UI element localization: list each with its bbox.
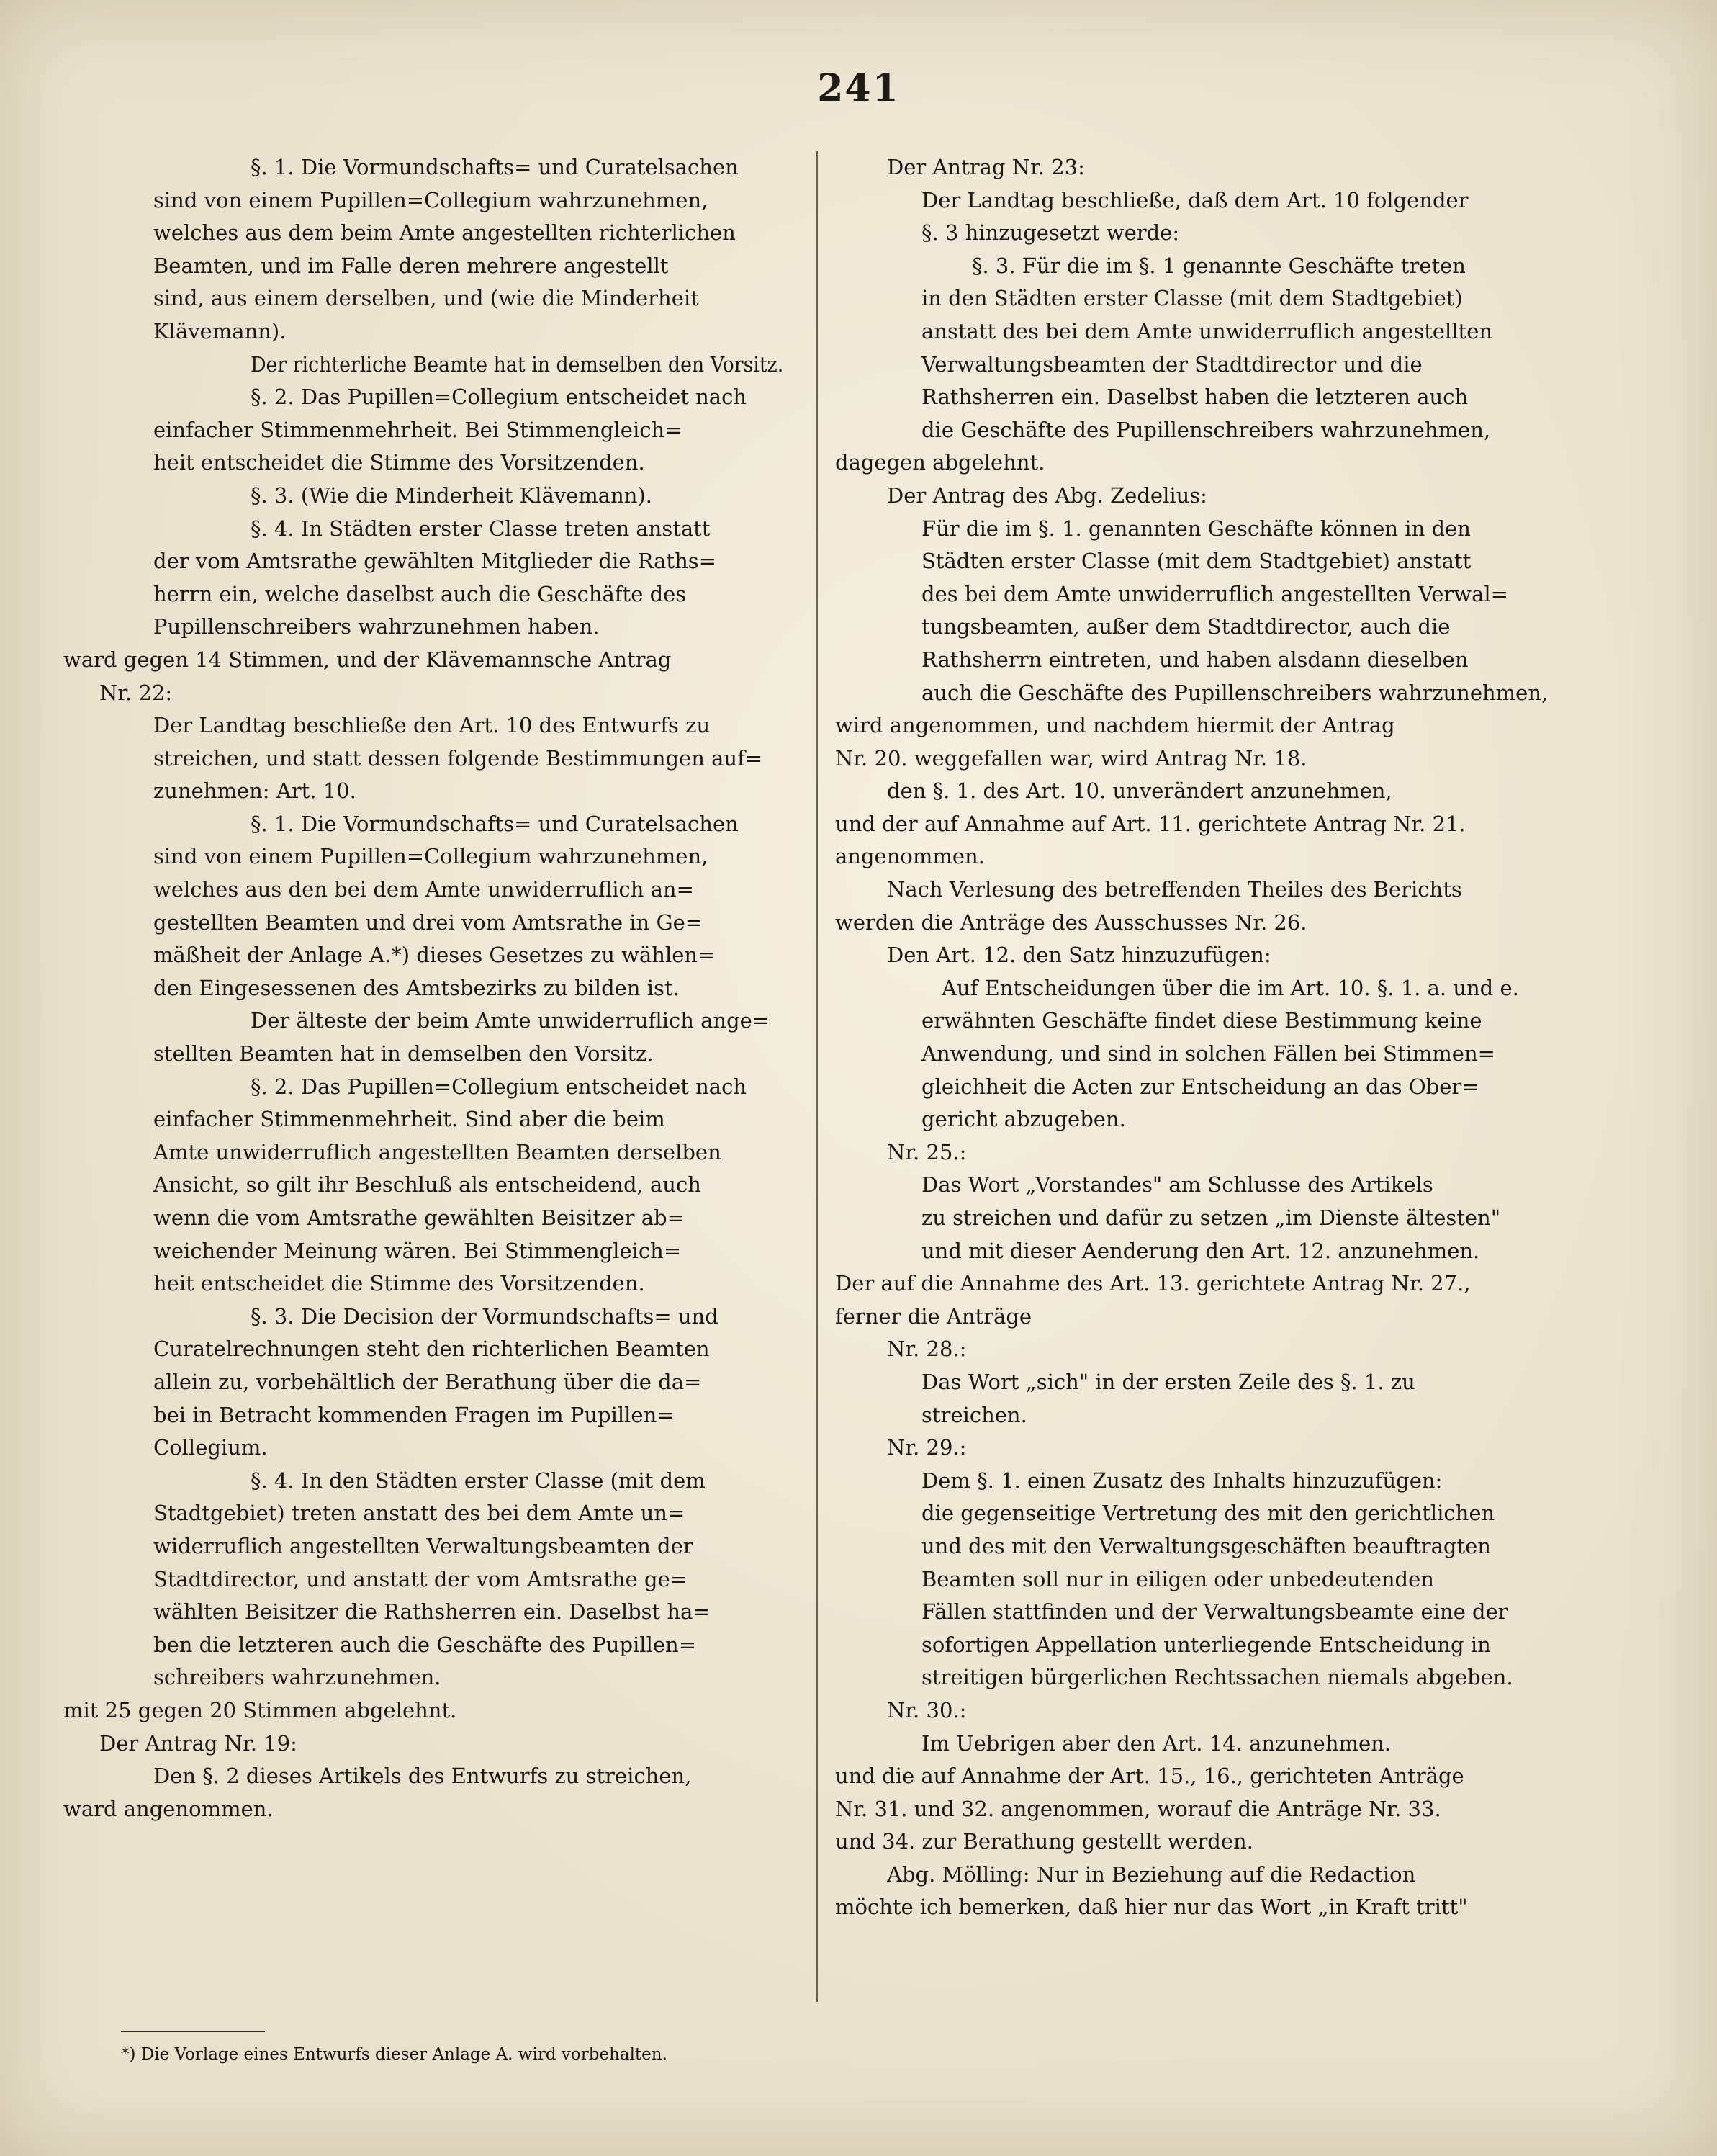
- text-line: Der Landtag beschließe den Art. 10 des Entwurfs zu: [153, 713, 711, 738]
- text-line: und mit dieser Aenderung den Art. 12. anzunehmen.: [921, 1238, 1480, 1263]
- text-line: Das Wort „Vorstandes" am Schlusse des Artikels: [921, 1172, 1433, 1198]
- text-line: Dem §. 1. einen Zusatz des Inhalts hinzuzufügen:: [921, 1468, 1443, 1493]
- text-line: Das Wort „sich" in der ersten Zeile des §. 1. zu: [921, 1369, 1415, 1394]
- text-line: streitigen bürgerlichen Rechtssachen niemals abgeben.: [921, 1665, 1513, 1690]
- footnote: *) Die Vorlage eines Entwurfs dieser Anlage A. wird vorbehalten.: [121, 2045, 667, 2064]
- text-line: Den Art. 12. den Satz hinzuzufügen:: [887, 943, 1271, 968]
- text-line: gestellten Beamten und drei vom Amtsrathe in Ge=: [153, 909, 703, 935]
- text-line: Nr. 25.:: [887, 1139, 967, 1164]
- text-line: sofortigen Appellation unterliegende Entscheidung in: [921, 1632, 1491, 1657]
- text-line: §. 1. Die Vormundschafts= und Curatelsachen: [251, 811, 739, 836]
- text-line: Der auf die Annahme des Art. 13. gerichtete Antrag Nr. 27.,: [835, 1271, 1471, 1296]
- text-line: zu streichen und dafür zu setzen „im Dienste ältesten": [921, 1205, 1501, 1230]
- text-line: §. 3. Für die im §. 1 genannte Geschäfte treten: [972, 253, 1466, 278]
- text-line: Anwendung, und sind in solchen Fällen bei Stimmen=: [921, 1041, 1495, 1066]
- text-line: mäßheit der Anlage A.*) dieses Gesetzes zu wählen=: [153, 943, 716, 968]
- text-line: Im Uebrigen aber den Art. 14. anzunehmen.: [921, 1730, 1392, 1756]
- text-line: anstatt des bei dem Amte unwiderruflich angestellten: [921, 318, 1493, 343]
- text-line: die gegenseitige Vertretung des mit den gerichtlichen: [921, 1501, 1495, 1526]
- text-line: und 34. zur Berathung gestellt werden.: [835, 1829, 1253, 1854]
- text-line: heit entscheidet die Stimme des Vorsitzenden.: [153, 450, 645, 475]
- text-line: Abg. Mölling: Nur in Beziehung auf die Redaction: [887, 1861, 1416, 1887]
- text-line: Nr. 30.:: [887, 1697, 967, 1722]
- text-line: ward angenommen.: [63, 1796, 274, 1821]
- text-line: Nr. 29.:: [887, 1435, 967, 1460]
- text-line: erwähnten Geschäfte findet diese Bestimmung keine: [921, 1008, 1482, 1033]
- text-line: Ansicht, so gilt ihr Beschluß als entscheidend, auch: [153, 1172, 701, 1198]
- text-line: welches aus den bei dem Amte unwiderruflich an=: [153, 877, 694, 902]
- text-line: §. 2. Das Pupillen=Collegium entscheidet nach: [251, 385, 747, 410]
- left-column: [63, 151, 783, 1825]
- text-line: welches aus dem beim Amte angestellten richterlichen: [153, 220, 736, 246]
- text-line: in den Städten erster Classe (mit dem Stadtgebiet): [921, 286, 1463, 311]
- text-line: und die auf Annahme der Art. 15., 16., gerichteten Anträge: [835, 1764, 1464, 1789]
- text-line: den §. 1. des Art. 10. unverändert anzunehmen,: [887, 778, 1392, 804]
- text-line: Rathsherrn eintreten, und haben alsdann dieselben: [921, 647, 1469, 672]
- text-line: weichender Meinung wären. Bei Stimmengleich=: [153, 1238, 682, 1263]
- text-line: schreibers wahrzunehmen.: [153, 1665, 441, 1690]
- text-line: §. 4. In den Städten erster Classe (mit dem: [251, 1468, 706, 1493]
- text-line: Klävemann).: [153, 318, 287, 343]
- text-line: ward gegen 14 Stimmen, und der Klävemannsche Antrag: [63, 647, 672, 672]
- text-line: heit entscheidet die Stimme des Vorsitzenden.: [153, 1271, 645, 1296]
- text-line: Städten erster Classe (mit dem Stadtgebiet) anstatt: [921, 549, 1472, 574]
- text-line: Den §. 2 dieses Artikels des Entwurfs zu streichen,: [153, 1764, 692, 1789]
- text-line: §. 3. (Wie die Minderheit Klävemann).: [251, 482, 652, 508]
- text-line: Der Antrag Nr. 23:: [887, 155, 1085, 179]
- text-line: ferner die Anträge: [835, 1303, 1032, 1329]
- text-line: auch die Geschäfte des Pupillenschreibers wahrzunehmen,: [921, 680, 1549, 705]
- text-line: Pupillenschreibers wahrzunehmen haben.: [153, 614, 600, 639]
- text-line: mit 25 gegen 20 Stimmen abgelehnt.: [63, 1697, 457, 1722]
- text-line: §. 3. Die Decision der Vormundschafts= und: [251, 1303, 718, 1329]
- text-line: Nr. 28.:: [887, 1337, 967, 1362]
- text-line: Für die im §. 1. genannten Geschäfte können in den: [921, 516, 1471, 541]
- text-line: allein zu, vorbehältlich der Berathung über die da=: [153, 1369, 702, 1394]
- page-number: 241: [817, 66, 900, 110]
- text-line: den Eingesessenen des Amtsbezirks zu bilden ist.: [153, 975, 680, 1000]
- text-line: Auf Entscheidungen über die im Art. 10. §. 1. a. und e.: [942, 975, 1519, 1000]
- text-line: Rathsherren ein. Daselbst haben die letzteren auch: [921, 385, 1469, 410]
- text-line: der vom Amtsrathe gewählten Mitglieder die Raths=: [153, 549, 716, 574]
- text-line: wählten Beisitzer die Rathsherren ein. Daselbst ha=: [153, 1599, 711, 1625]
- text-line: dagegen abgelehnt.: [835, 450, 1045, 475]
- text-line: Der Landtag beschließe, daß dem Art. 10 folgender: [921, 187, 1469, 212]
- text-line: Der älteste der beim Amte unwiderruflich ange=: [251, 1008, 770, 1033]
- footnote-divider: [121, 2031, 265, 2032]
- text-line: Nach Verlesung des betreffenden Theiles des Berichts: [887, 877, 1462, 902]
- text-line: §. 3 hinzugesetzt werde:: [921, 220, 1180, 246]
- text-line: Stadtdirector, und anstatt der vom Amtsrathe ge=: [153, 1566, 688, 1591]
- text-line: Beamten soll nur in eiligen oder unbedeutenden: [921, 1566, 1434, 1591]
- text-line: einfacher Stimmenmehrheit. Bei Stimmengleich=: [153, 417, 682, 442]
- text-line: einfacher Stimmenmehrheit. Sind aber die beim: [153, 1107, 665, 1132]
- text-line: des bei dem Amte unwiderruflich angestellten Verwal=: [921, 581, 1508, 606]
- text-line: Nr. 22:: [99, 680, 173, 705]
- text-line: Fällen stattfinden und der Verwaltungsbeamte eine der: [921, 1599, 1508, 1625]
- column-divider: [816, 151, 818, 2002]
- text-line: gleichheit die Acten zur Entscheidung an das Ober=: [921, 1074, 1479, 1099]
- text-line: angenommen.: [835, 844, 985, 869]
- text-line: Nr. 20. weggefallen war, wird Antrag Nr. 18.: [835, 745, 1307, 771]
- text-line: streichen, und statt dessen folgende Bestimmungen auf=: [153, 745, 763, 771]
- text-line: Der richterliche Beamte hat in demselben den Vorsitz.: [251, 351, 784, 377]
- text-line: ben die letzteren auch die Geschäfte des Pupillen=: [153, 1632, 696, 1657]
- text-line: Der Antrag des Abg. Zedelius:: [887, 482, 1207, 508]
- text-line: werden die Anträge des Ausschusses Nr. 26.: [835, 909, 1307, 935]
- text-line: Amte unwiderruflich angestellten Beamten derselben: [153, 1139, 721, 1164]
- text-line: möchte ich bemerken, daß hier nur das Wort „in Kraft tritt": [835, 1895, 1468, 1920]
- text-line: §. 4. In Städten erster Classe treten anstatt: [251, 516, 711, 541]
- text-line: wenn die vom Amtsrathe gewählten Beisitzer ab=: [153, 1205, 685, 1230]
- text-line: wird angenommen, und nachdem hiermit der Antrag: [835, 713, 1395, 738]
- text-line: sind, aus einem derselben, und (wie die Minderheit: [153, 286, 699, 311]
- text-line: tungsbeamten, außer dem Stadtdirector, auch die: [921, 614, 1451, 639]
- text-line: und der auf Annahme auf Art. 11. gerichtete Antrag Nr. 21.: [835, 811, 1466, 836]
- text-line: Stadtgebiet) treten anstatt des bei dem Amte un=: [153, 1501, 685, 1526]
- text-line: Der Antrag Nr. 19:: [99, 1730, 297, 1756]
- text-line: bei in Betracht kommenden Fragen im Pupillen=: [153, 1402, 675, 1427]
- text-line: Nr. 31. und 32. angenommen, worauf die Anträge Nr. 33.: [835, 1796, 1441, 1821]
- text-line: herrn ein, welche daselbst auch die Geschäfte des: [153, 581, 687, 606]
- text-line: streichen.: [921, 1402, 1027, 1427]
- text-line: und des mit den Verwaltungsgeschäften beauftragten: [921, 1533, 1491, 1558]
- text-line: sind von einem Pupillen=Collegium wahrzunehmen,: [153, 187, 708, 212]
- text-line: Verwaltungsbeamten der Stadtdirector und die: [921, 351, 1423, 377]
- text-line: §. 1. Die Vormundschafts= und Curatelsachen: [251, 155, 739, 179]
- text-line: die Geschäfte des Pupillenschreibers wahrzunehmen,: [921, 417, 1491, 442]
- text-line: Beamten, und im Falle deren mehrere angestellt: [153, 253, 669, 278]
- text-line: zunehmen: Art. 10.: [153, 778, 356, 804]
- text-line: widerruflich angestellten Verwaltungsbeamten der: [153, 1533, 693, 1558]
- text-line: sind von einem Pupillen=Collegium wahrzunehmen,: [153, 844, 708, 869]
- text-line: Curatelrechnungen steht den richterlichen Beamten: [153, 1337, 710, 1362]
- text-line: stellten Beamten hat in demselben den Vorsitz.: [153, 1041, 654, 1066]
- text-line: gericht abzugeben.: [921, 1107, 1126, 1132]
- text-line: §. 2. Das Pupillen=Collegium entscheidet nach: [251, 1074, 747, 1099]
- text-line: Collegium.: [153, 1435, 268, 1460]
- right-column: [835, 151, 1573, 1924]
